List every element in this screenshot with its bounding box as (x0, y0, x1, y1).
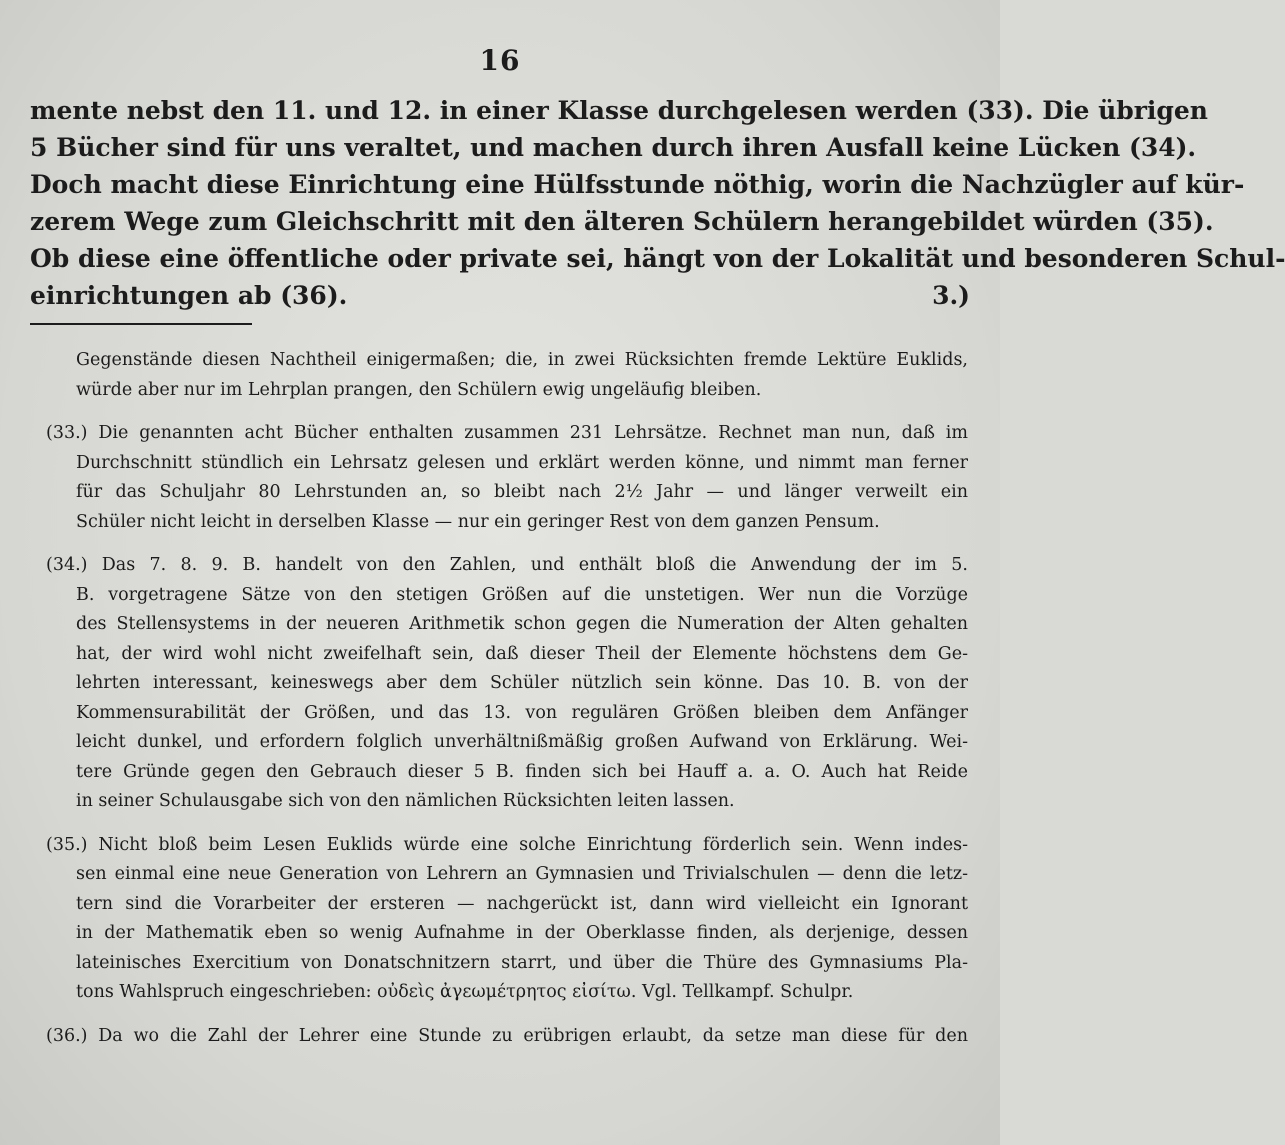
main-text-last-row (30, 277, 970, 314)
footnote-line: lateinisches Exercitium von Donatschnitzern starrt, und über die Thüre des Gymnasiums Pla- (76, 952, 968, 973)
footnote-line: Durchschnitt stündlich ein Lehrsatz gelesen und erklärt werden könne, und nimmt man ferner (76, 452, 968, 473)
footnote-line: B. vorgetragene Sätze von den stetigen Größen auf die unstetigen. Wer nun die Vorzüge (76, 584, 968, 605)
footnote-line: lehrten interessant, keineswegs aber dem Schüler nützlich sein könne. Das 10. B. von der (76, 673, 968, 693)
footnote-line: (33.) Die genannten acht Bücher enthalten zusammen 231 Lehrsätze. Rechnet man nun, daß im (46, 423, 968, 443)
footnote-36 (46, 1022, 968, 1052)
footnote-separator (30, 323, 252, 325)
footnote-line: würde aber nur im Lehrplan prangen, den Schülern ewig ungeläufig bleiben. (76, 379, 762, 400)
footnote-line: für das Schuljahr 80 Lehrstunden an, so bleibt nach 2½ Jahr — und länger verweilt ein (76, 482, 968, 502)
main-text-line: einrichtungen ab (36). (30, 281, 348, 310)
footnote-line: tere Gründe gegen den Gebrauch dieser 5 B. finden sich bei Hauff a. a. O. Auch hat Reide (76, 761, 968, 782)
footnotes (46, 346, 968, 1051)
footnote-34 (46, 551, 968, 817)
main-text (30, 92, 1285, 314)
main-text-line: Ob diese eine öffentliche oder private sei, hängt von der Lokalität und besonderen Schul- (30, 244, 1285, 273)
footnote-line: tern sind die Vorarbeiter der ersteren — nachgerückt ist, dann wird vielleicht ein Ignorant (76, 893, 968, 914)
footnote-33 (46, 419, 968, 537)
footnote-line: (34.) Das 7. 8. 9. B. handelt von den Zahlen, und enthält bloß die Anwendung der im 5. (46, 555, 968, 575)
footnote-line: des Stellensystems in der neueren Arithmetik schon gegen die Numeration der Alten gehalten (76, 614, 968, 634)
main-text-line: zerem Wege zum Gleichschritt mit den älteren Schülern herangebildet würden (35). (30, 207, 1214, 236)
page-number: 16 (479, 44, 521, 77)
footnote-line: Kommensurabilität der Größen, und das 13. von regulären Größen bleiben dem Anfänger (76, 702, 968, 723)
footnote-line: hat, der wird wohl nicht zweifelhaft sein, daß dieser Theil der Elemente höchstens dem Ge- (76, 643, 968, 664)
footnote-line: tons Wahlspruch eingeschrieben: οὐδεὶς ἀγεωμέτρητος εἰσίτω. Vgl. Tellkampf. Schulpr. (76, 982, 854, 1002)
footnote-line: sen einmal eine neue Generation von Lehrern an Gymnasien und Trivialschulen — denn die letz- (76, 864, 968, 884)
footnote-line: (36.) Da wo die Zahl der Lehrer eine Stunde zu erübrigen erlaubt, da setze man diese für den (46, 1025, 968, 1046)
footnote-line: Gegenstände diesen Nachtheil einigermaßen; die, in zwei Rücksichten fremde Lektüre Euklids, (76, 350, 968, 370)
main-text-line: 5 Bücher sind für uns veraltet, und machen durch ihren Ausfall keine Lücken (34). (30, 133, 1197, 162)
footnote-line: Schüler nicht leicht in derselben Klasse — nur ein geringer Rest von dem ganzen Pensum. (76, 511, 880, 532)
section-marker: 3.) (932, 281, 970, 310)
footnote-line: (35.) Nicht bloß beim Lesen Euklids würde eine solche Einrichtung förderlich sein. Wenn indes- (46, 834, 968, 855)
footnote-35 (46, 831, 968, 1008)
footnote-continuation (46, 346, 968, 405)
footnote-line: leicht dunkel, und erfordern folglich unverhältnißmäßig großen Aufwand von Erklärung. Wei- (76, 732, 968, 752)
main-text-line: Doch macht diese Einrichtung eine Hülfsstunde nöthig, worin die Nachzügler auf kür- (30, 170, 1245, 199)
footnote-line: in seiner Schulausgabe sich von den nämlichen Rücksichten leiten lassen. (76, 791, 735, 811)
footnote-line: in der Mathematik eben so wenig Aufnahme in der Oberklasse finden, als derjenige, dessen (76, 923, 968, 943)
main-text-line: mente nebst den 11. und 12. in einer Klasse durchgelesen werden (33). Die übrigen (30, 96, 1208, 125)
